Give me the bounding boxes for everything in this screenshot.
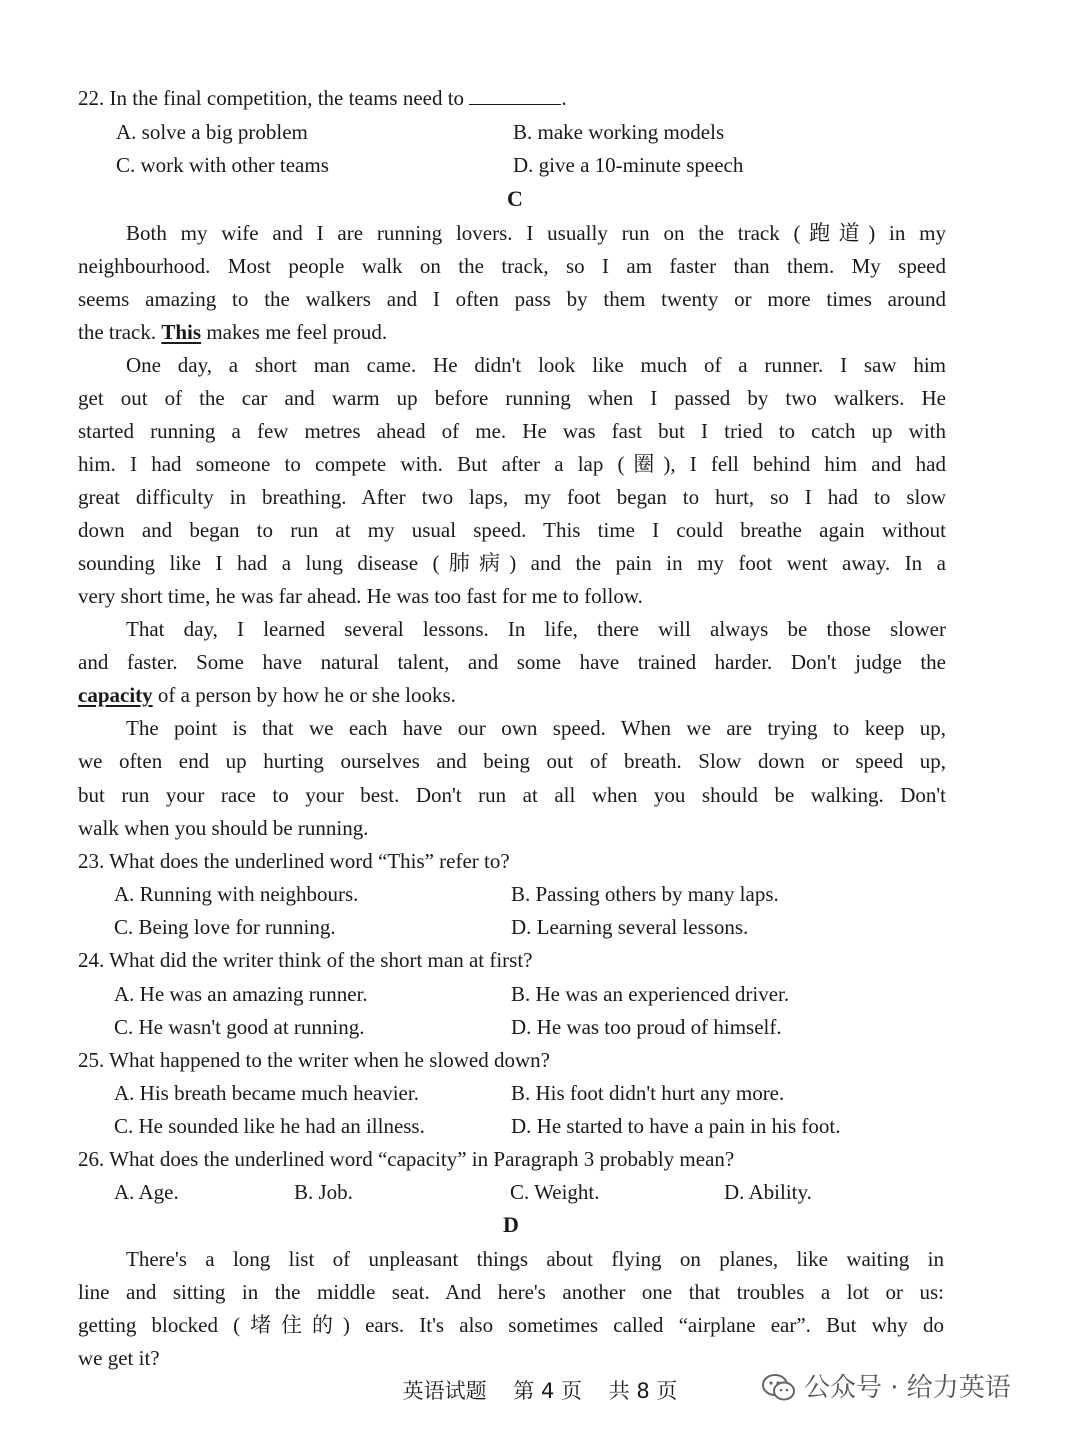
footer-total-pages: 共 8 页: [608, 1379, 678, 1403]
passage-c-line: get out of the car and warm up before running when I passed by two walkers. He: [78, 386, 946, 410]
passage-c-line: down and began to run at my usual speed. This time I could breathe again without: [78, 518, 946, 542]
q25-option-c: C. He sounded like he had an illness.: [114, 1114, 425, 1138]
passage-d-line: There's a long list of unpleasant things about flying on planes, like waiting in: [126, 1247, 944, 1271]
section-d-heading: D: [503, 1212, 519, 1237]
underlined-word-this: This: [161, 320, 202, 344]
q26-stem: 26. What does the underlined word “capacity” in Paragraph 3 probably mean?: [78, 1147, 735, 1171]
q25-stem: 25. What happened to the writer when he slowed down?: [78, 1048, 550, 1072]
passage-c-line: That day, I learned several lessons. In life, there will always be those slower: [126, 617, 946, 641]
q22-stem: 22. In the final competition, the teams need to .: [78, 86, 567, 110]
q22-option-b: B. make working models: [513, 120, 725, 144]
passage-c-line: sounding like I had a lung disease (肺病) and the pain in my foot went away. In a: [78, 551, 946, 575]
passage-c-line: him. I had someone to compete with. But after a lap (圈), I fell behind him and had: [78, 452, 946, 476]
passage-c-line: very short time, he was far ahead. He was too fast for me to follow.: [78, 584, 643, 608]
passage-d-line: line and sitting in the middle seat. And here's another one that troubles a lot or us:: [78, 1280, 944, 1304]
passage-c-line: walk when you should be running.: [78, 816, 369, 840]
passage-c-line: but run your race to your best. Don't run at all when you should be walking. Don't: [78, 783, 946, 807]
answer-blank: [469, 86, 561, 105]
passage-c-line: seems amazing to the walkers and I often pass by them twenty or more times around: [78, 287, 946, 311]
passage-c-line: and faster. Some have natural talent, and some have trained harder. Don't judge the: [78, 650, 946, 674]
q23-stem: 23. What does the underlined word “This” refer to?: [78, 849, 510, 873]
passage-c-line: we often end up hurting ourselves and being out of breath. Slow down or speed up,: [78, 749, 946, 773]
q24-option-a: A. He was an amazing runner.: [114, 982, 368, 1006]
q23-option-d: D. Learning several lessons.: [511, 915, 749, 939]
passage-c-line: Both my wife and I are running lovers. I usually run on the track (跑道) in my: [126, 221, 946, 245]
q22-option-c: C. work with other teams: [116, 153, 329, 177]
passage-c-line: capacity of a person by how he or she looks.: [78, 683, 456, 707]
q24-option-c: C. He wasn't good at running.: [114, 1015, 365, 1039]
q22-option-d: D. give a 10-minute speech: [513, 153, 744, 177]
passage-d-line: we get it?: [78, 1346, 160, 1370]
wechat-icon: [762, 1374, 796, 1402]
q24-stem: 24. What did the writer think of the short man at first?: [78, 948, 533, 972]
q25-option-d: D. He started to have a pain in his foot.: [511, 1114, 841, 1138]
footer-page-number: 第 4 页: [513, 1379, 582, 1403]
footer-subject: 英语试题: [402, 1379, 487, 1403]
passage-c-line: started running a few metres ahead of me. He was fast but I tried to catch up with: [78, 419, 946, 443]
q26-option-a: A. Age.: [114, 1180, 179, 1204]
watermark-text: 公众号 · 给力英语: [804, 1373, 1011, 1403]
q23-option-c: C. Being love for running.: [114, 915, 336, 939]
q24-option-d: D. He was too proud of himself.: [511, 1015, 782, 1039]
q23-option-a: A. Running with neighbours.: [114, 882, 359, 906]
section-c-heading: C: [507, 186, 523, 211]
q24-option-b: B. He was an experienced driver.: [511, 982, 790, 1006]
passage-c-line: One day, a short man came. He didn't look like much of a runner. I saw him: [126, 353, 946, 377]
q23-option-b: B. Passing others by many laps.: [511, 882, 779, 906]
q26-option-c: C. Weight.: [510, 1180, 600, 1204]
passage-d-line: getting blocked (堵住的) ears. It's also sometimes called “airplane ear”. But why do: [78, 1313, 944, 1337]
q25-option-a: A. His breath became much heavier.: [114, 1081, 419, 1105]
q22-option-a: A. solve a big problem: [116, 120, 308, 144]
passage-c-line: The point is that we each have our own speed. When we are trying to keep up,: [126, 716, 946, 740]
passage-c-line: the track. This makes me feel proud.: [78, 320, 388, 344]
q26-option-b: B. Job.: [294, 1180, 353, 1204]
q26-option-d: D. Ability.: [724, 1180, 812, 1204]
q25-option-b: B. His foot didn't hurt any more.: [511, 1081, 785, 1105]
passage-c-line: neighbourhood. Most people walk on the track, so I am faster than them. My speed: [78, 254, 946, 278]
passage-c-line: great difficulty in breathing. After two laps, my foot began to hurt, so I had to slow: [78, 485, 946, 509]
watermark: [762, 1372, 1011, 1404]
underlined-word-capacity: capacity: [78, 683, 153, 707]
